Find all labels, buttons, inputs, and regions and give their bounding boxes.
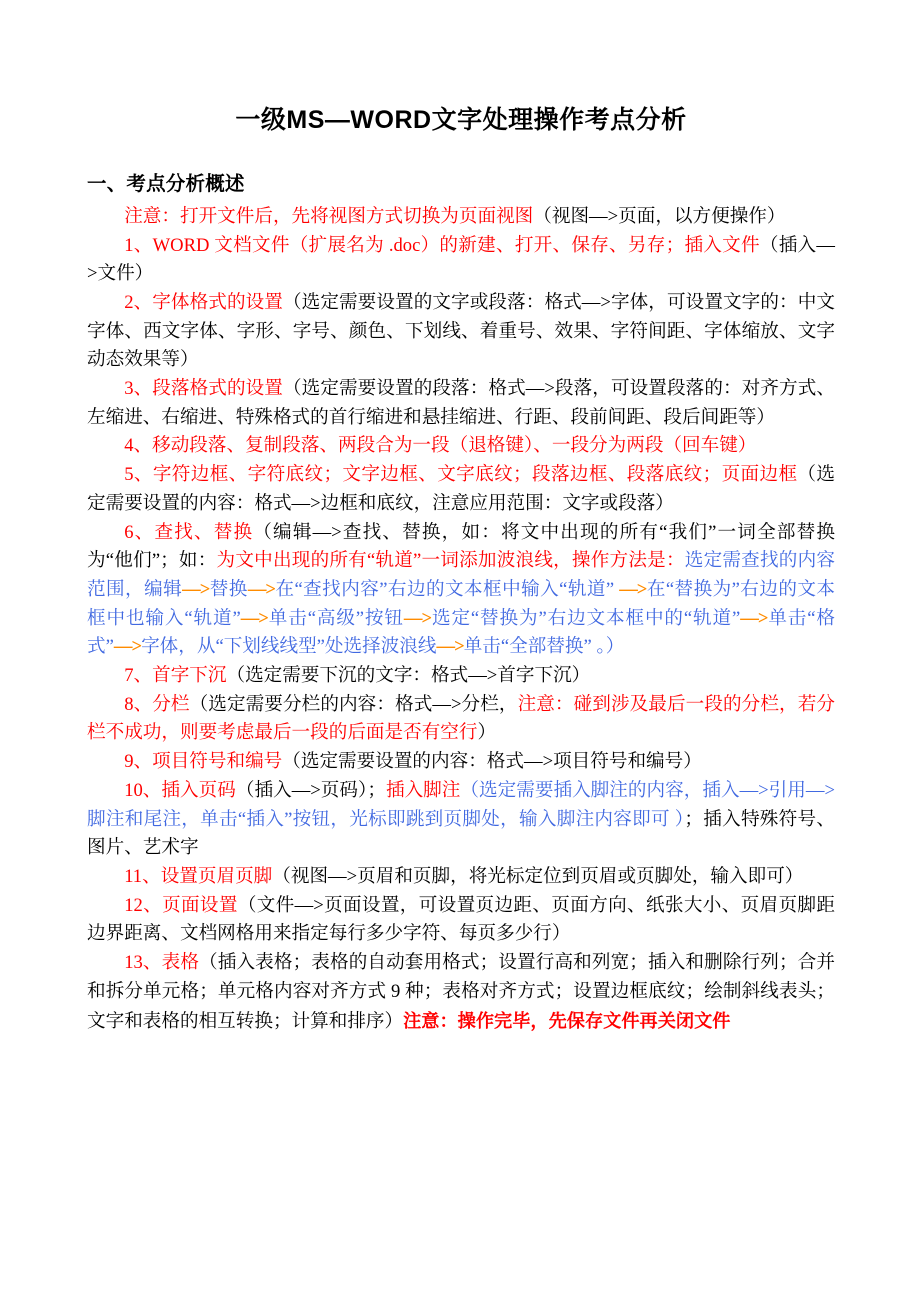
note-paragraph bbox=[87, 203, 835, 232]
arrow-icon: —> bbox=[113, 636, 142, 658]
item-red-head: WORD 文档文件（扩展名为 .doc）的新建、打开、保存、另存；插入文件 bbox=[152, 234, 760, 256]
item-number: 2、 bbox=[124, 291, 153, 313]
item-number: 6、 bbox=[124, 521, 155, 543]
item-black-mid: （编辑—>查找、替换，如：将文中出现的所有“我们”一词全部替换为“他们”；如： bbox=[87, 521, 835, 572]
item-number: 4、 bbox=[124, 435, 153, 457]
item-black-tail: （选定需要设置的段落：格式—>段落，可设置段落的：对齐方式、左缩进、右缩进、特殊格式的首行缩进和悬挂缩进、行距、段前间距、段后间距等） bbox=[87, 378, 835, 428]
item-number: 9、 bbox=[124, 751, 153, 773]
list-item-table bbox=[87, 949, 835, 1036]
item-number: 10、 bbox=[124, 779, 162, 801]
item-number: 7、 bbox=[124, 665, 153, 687]
item-red-head: 页面设置 bbox=[162, 894, 238, 916]
list-item bbox=[87, 748, 835, 777]
step-text-4: 在“替换为”右边的文本框中也输入“轨道” bbox=[87, 578, 835, 629]
item-red-mid: 插入脚注 bbox=[385, 779, 461, 801]
item-black-tail: （插入—>文件） bbox=[87, 234, 835, 285]
list-item bbox=[87, 892, 835, 949]
arrow-icon: —> bbox=[247, 578, 276, 600]
item-number: 13、 bbox=[124, 952, 162, 974]
item-black-tail: ；插入特殊符号、图片、艺术字 bbox=[87, 808, 835, 859]
item-blue-tail: （选定需要插入脚注的内容，插入—>引用—>脚注和尾注，单击“插入”按钮，光标即跳到页脚处，输入脚注内容即可 ） bbox=[87, 779, 835, 830]
item-black-mid: （插入—>页码）； bbox=[235, 779, 386, 801]
item-black-tail: （选定需要设置的文字或段落：格式—>字体，可设置文字的：中文字体、西文字体、字形、字号、颜色、下划线、着重号、效果、字符间距、字体缩放、文字动态效果等） bbox=[87, 291, 835, 371]
item-black-tail: （选定需要分栏的内容：格式—>分栏， bbox=[189, 693, 518, 715]
item-red-head: 字体格式的设置 bbox=[152, 291, 283, 313]
list-item bbox=[87, 232, 835, 289]
item-number: 12、 bbox=[124, 894, 163, 916]
item-number: 11、 bbox=[124, 865, 161, 887]
item-red-tail: 注意：碰到涉及最后一段的分栏，若分栏不成功，则要考虑最后一段的后面是否有空行 bbox=[87, 693, 835, 744]
item-red-head: 项目符号和编号 bbox=[152, 751, 283, 773]
arrow-icon: —> bbox=[740, 607, 768, 629]
step-text-8: 字体，从“下划线线型”处选择波浪线 bbox=[141, 636, 437, 658]
item-red-mid: 为文中出现的所有“轨道”一词添加波浪线，操作方法是： bbox=[216, 550, 685, 572]
item-red-head: 分栏 bbox=[152, 693, 190, 715]
item-number: 1、 bbox=[124, 234, 153, 256]
item-black-close: ） bbox=[477, 722, 497, 744]
arrow-icon: —> bbox=[619, 578, 647, 600]
arrow-icon: —> bbox=[403, 607, 432, 629]
step-text-3: 在“查找内容”右边的文本框中输入“轨道” bbox=[275, 578, 620, 600]
note-prefix: 注意：打开文件后，先将视图方式切换为页面视图 bbox=[124, 205, 534, 227]
note-suffix: （视图—>页面，以方便操作） bbox=[533, 205, 786, 227]
section-heading: 一、考点分析概述 bbox=[87, 172, 245, 195]
item-red-head: 段落格式的设置 bbox=[152, 378, 283, 400]
step-text-6: 选定“替换为”右边文本框中的“轨道” bbox=[431, 607, 741, 629]
arrow-icon: —> bbox=[240, 607, 268, 629]
item-red-head: 表格 bbox=[161, 952, 200, 974]
list-item-find-replace bbox=[87, 519, 835, 663]
list-item bbox=[87, 691, 835, 748]
closing-note: 注意：操作完毕，先保存文件再关闭文件 bbox=[403, 1010, 731, 1031]
list-item bbox=[87, 289, 835, 375]
list-item bbox=[87, 863, 835, 892]
item-black-tail: （选定需要设置的内容：格式—>项目符号和编号） bbox=[282, 751, 702, 773]
item-black-tail: （视图—>页眉和页脚，将光标定位到页眉或页脚处，输入即可） bbox=[272, 865, 804, 887]
arrow-icon: —> bbox=[182, 578, 210, 600]
item-number: 5、 bbox=[124, 464, 153, 486]
item-black-tail: （选定需要下沉的文字：格式—>首字下沉） bbox=[226, 665, 591, 687]
item-black-tail: （选定需要设置的内容：格式—>边框和底纹，注意应用范围：文字或段落） bbox=[87, 464, 835, 514]
list-item bbox=[87, 662, 835, 691]
step-text-2: 替换 bbox=[209, 578, 248, 600]
item-red-head: 移动段落、复制段落、两段合为一段（退格键）、一段分为两段（回车键） bbox=[152, 435, 757, 457]
step-text-7: 单击“格式” bbox=[87, 607, 835, 658]
step-text-1: 选定需查找的内容范围，编辑 bbox=[87, 550, 835, 600]
list-item bbox=[87, 375, 835, 432]
list-item bbox=[87, 432, 835, 461]
item-red-head: 查找、替换 bbox=[154, 521, 254, 543]
item-number: 3、 bbox=[124, 378, 153, 400]
item-red-head: 插入页码 bbox=[161, 779, 236, 801]
item-black-tail: （插入表格；表格的自动套用格式；设置行高和列宽；插入和删除行列；合并和拆分单元格；单元格内容对齐方式 9 种；表格对齐方式；设置边框底纹；绘制斜线表头；文字和表格的相互转换；计算和排序） bbox=[87, 952, 835, 1032]
arrow-icon: —> bbox=[436, 636, 464, 658]
item-red-head: 设置页眉页脚 bbox=[160, 865, 273, 887]
list-item bbox=[87, 461, 835, 518]
item-red-head: 字符边框、字符底纹；文字边框、文字底纹；段落边框、段落底纹；页面边框 bbox=[152, 464, 798, 486]
step-text-9: 单击“全部替换” 。） bbox=[463, 636, 625, 658]
step-text-5: 单击“高级”按钮 bbox=[267, 607, 404, 629]
page-title: 一级MS—WORD文字处理操作考点分析 bbox=[235, 106, 687, 134]
item-black-tail: （文件—>页面设置，可设置页边距、页面方向、纸张大小、页眉页脚距边界距离、文档网格用来指定每行多少字符、每页多少行） bbox=[87, 894, 835, 945]
item-number: 8、 bbox=[124, 693, 153, 715]
list-item-page-number bbox=[87, 777, 835, 863]
item-red-head: 首字下沉 bbox=[152, 665, 227, 687]
